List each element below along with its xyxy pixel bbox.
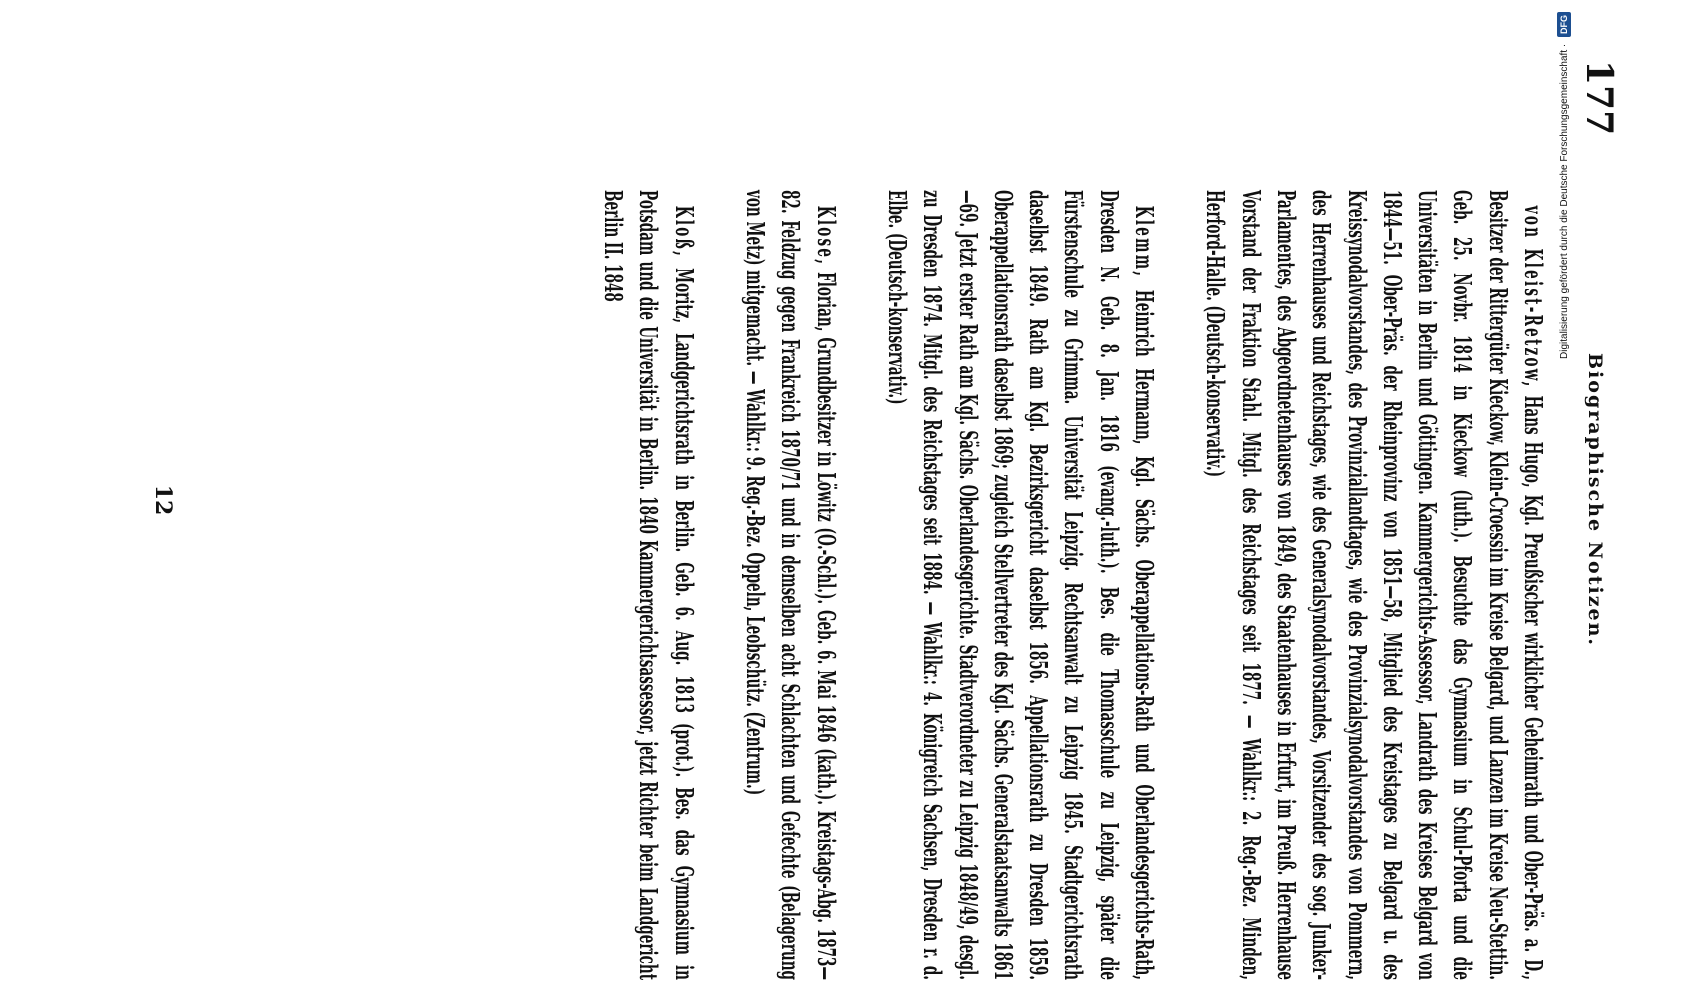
- digitization-note: [1557, 0, 1573, 1000]
- entry-name: von Kleist-Retzow,: [1519, 205, 1548, 389]
- digitization-credit: Digitalisierung gefördert durch die Deutsche Forschungsgemeinschaft ·: [1559, 43, 1570, 359]
- running-head: [1574, 60, 1620, 940]
- page-number: 177: [1578, 60, 1620, 136]
- entry-kleist-retzow: [1198, 190, 1551, 980]
- entry-klose: [738, 190, 844, 980]
- entry-text: Heinrich Hermann, Kgl. Sächs. Oberappellations-Rath und Oberlandesgerichts-Rath, Dresden N. Geb. 8. Jan. 1816 (evang.-luth.). Bes. die Thomasschule zu Leipzig, später die Fürstenschule zu Grimma. Universität Leipzig. Rechtsanwalt zu Leipzig 1845. Stadtgerichtsrath daselbst 1849. Rath am Kgl. Bezirksgericht daselbst 1856. Appellationsrath zu Dresden 1859. Oberappellationsrath daselbst 1869; zugleich Stellvertreter des Kgl. Sächs. Generalstaatsanwalts 1861—69. Jetzt erster Rath am Kgl. Sächs. Oberlandesgerichte. Stadtverordneter zu Leipzig 1848/49, desgl. zu Dresden 1874. Mitgl. des Reichstages seit 1884. — Wahlkr.: 4. Königreich Sachsen, Dresden r. d. Elbe. (Deutsch-konservativ.): [882, 190, 1160, 981]
- entry-klemm: [880, 190, 1162, 980]
- running-title: Biographische Notizen.: [1584, 353, 1606, 647]
- biography-text: [596, 190, 1551, 980]
- signature-mark: 12: [150, 484, 176, 516]
- entry-name: Klose,: [811, 205, 841, 267]
- entry-text: Florian, Grundbesitzer in Löwitz (O.-Schl.). Geb. 6. Mai 1846 (kath.). Kreistags-Abg. 1873—82. Feldzug gegen Frankreich 1870/71 und in demselben acht Schlachten und Gefechte (Belagerung von Metz) mitgemacht. — Wahlkr.: 9. Reg.-Bez. Oppeln, Leobschütz. (Zentrum.): [741, 190, 841, 981]
- dfg-logo-icon: DFG: [1557, 12, 1571, 37]
- entry-text: Moritz, Landgerichtsrath in Berlin. Geb. 6. Aug. 1813 (prot.). Bes. das Gymnasium in Potsdam und die Universität in Berlin. 1840 Kammergerichtsassessor, jetzt Richter beim Landgericht Berlin II. 1848: [599, 190, 699, 981]
- entry-name: Kloß,: [669, 205, 699, 259]
- entry-text: Hans Hugo, Kgl. Preußischer wirklicher Geheimrath und Ober-Präs. a. D., Besitzer der Rittergüter Kieckow, Klein-Croessin im Kreise Belgard, und Lanzen im Kreise Neu-Stettin. Geb. 25. Novbr. 1814 in Kieckow (luth.). Besuchte das Gymnasium in Schul-Pforta und die Universitäten in Berlin und Göttingen. Kammergerichts-Assessor, Landrath des Kreises Belgard von 1844—51. Ober-Präs. der Rheinprovinz von 1851—58, Mitglied des Kreistages zu Belgard u. des Kreissynodalvorstandes, des Provinziallandtages, wie des Provinzialsynodalvorstandes von Pommern, des Herrenhauses und Reichstages, wie des Generalsynodalvorstandes, Vorsitzender des sog. Junker-Parlamentes, des Abgeordnetenhauses von 1849, des Staatenhauses in Erfurt, im Preuß. Herrenhause Vorstand der Fraktion Stahl. Mitgl. des Reichstages seit 1877. — Wahlkr.: 2. Reg.-Bez. Minden, Herford-Halle. (Deutsch-konservativ.): [1201, 190, 1548, 981]
- entry-kloss: [596, 190, 702, 980]
- entry-name: Klemm,: [1130, 205, 1160, 279]
